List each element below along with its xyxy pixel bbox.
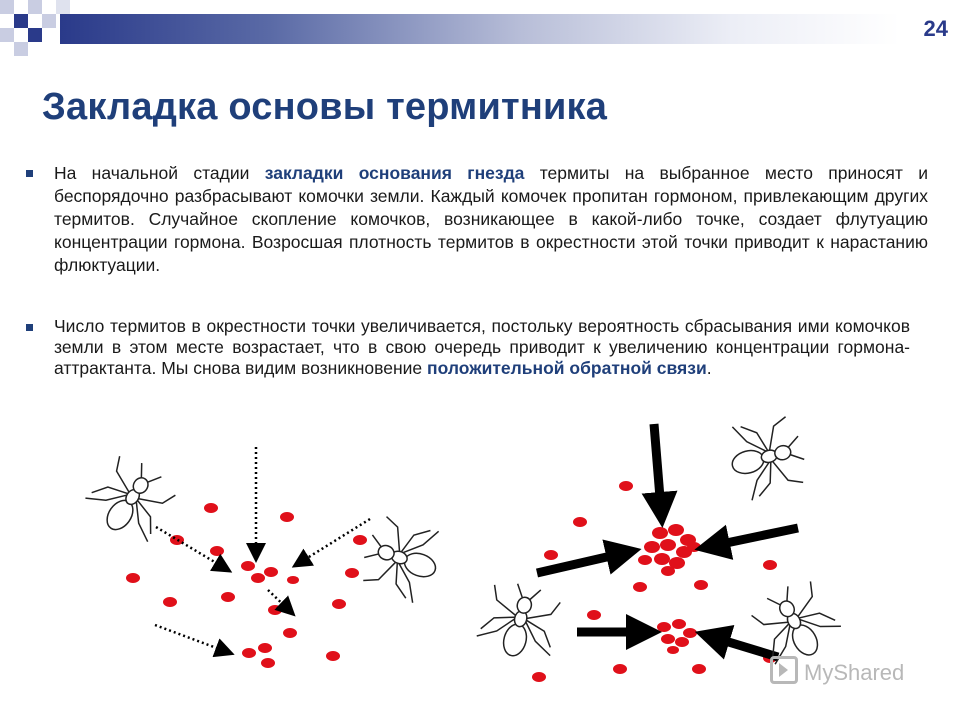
termite-icon <box>355 510 448 606</box>
soil-pellet <box>692 664 706 674</box>
soil-pellet <box>251 573 265 583</box>
soil-pellet <box>687 542 701 552</box>
clustered-soil-pellets <box>532 481 777 682</box>
termite-icon <box>474 577 566 665</box>
bullet-2-highlight: положительной обратной связи <box>427 358 707 378</box>
dotted-arrow <box>155 625 230 653</box>
soil-pellet <box>163 597 177 607</box>
soil-pellet <box>652 527 668 539</box>
soil-pellet <box>345 568 359 578</box>
soil-pellet <box>280 512 294 522</box>
soil-pellet <box>204 503 218 513</box>
soil-pellet <box>210 546 224 556</box>
bullet-1-text-start: На начальной стадии <box>54 163 265 183</box>
soil-pellet <box>675 637 689 647</box>
bold-arrow <box>654 424 661 510</box>
soil-pellet <box>126 573 140 583</box>
soil-pellet <box>667 646 679 654</box>
watermark <box>770 656 904 686</box>
soil-pellet <box>661 566 675 576</box>
soil-pellet <box>660 539 676 551</box>
soil-pellet <box>283 628 297 638</box>
soil-pellet <box>544 550 558 560</box>
soil-pellet <box>657 622 671 632</box>
soil-pellet <box>763 560 777 570</box>
soil-pellet <box>638 555 652 565</box>
soil-pellet <box>672 619 686 629</box>
scattered-soil-pellets <box>126 503 367 668</box>
soil-pellet <box>242 648 256 658</box>
bold-arrow <box>712 637 778 657</box>
bullet-2-text-start: Число термитов в окрестности точки увеличивается, постольку вероятность сбрасывания ими комочков земли в этом месте возрастает, что в свою очередь приводит к увеличению концентрации гормона-аттрактанта. Мы снова видим возникновение <box>54 316 910 378</box>
bullet-2-text-end: . <box>706 358 712 378</box>
soil-pellet <box>332 599 346 609</box>
bullet-1-text-end: термиты на выбранное место приносят и беспорядочно разбрасывают комочки земли. Каждый комочек пропитан гормоном, привлекающим других термитов. Случайное скопление комочков, возникающее в какой-либо точке, создает флутуацию концентрации гормона. Возросшая плотность термитов в окрестности этой точки приводит к нарастанию флюктуации. <box>54 163 929 275</box>
termite-icon <box>723 411 811 503</box>
soil-pellet <box>532 672 546 682</box>
soil-pellet <box>644 541 660 553</box>
dotted-attraction-arrows <box>155 447 370 653</box>
soil-pellet <box>268 605 282 615</box>
soil-pellet <box>633 582 647 592</box>
slide-title: Закладка основы термитника <box>42 86 608 128</box>
soil-pellet <box>661 634 675 644</box>
bold-arrow <box>712 528 798 546</box>
soil-pellet <box>683 628 697 638</box>
soil-pellet <box>261 658 275 668</box>
slide-number: 24 <box>923 16 948 41</box>
soil-pellet <box>668 524 684 536</box>
termite-icon <box>80 448 183 550</box>
pellet-cluster-lower <box>657 619 697 654</box>
play-logo-icon <box>770 656 798 684</box>
pellet-cluster-upper <box>638 524 701 576</box>
soil-pellet <box>326 651 340 661</box>
soil-pellet <box>241 561 255 571</box>
bullet-1-highlight: закладки основания гнезда <box>264 163 525 183</box>
soil-pellet <box>587 610 601 620</box>
soil-pellet <box>353 535 367 545</box>
soil-pellet <box>573 517 587 527</box>
soil-pellet <box>264 567 278 577</box>
soil-pellet <box>221 592 235 602</box>
soil-pellet <box>654 553 670 565</box>
watermark-text: MyShared <box>804 660 905 685</box>
soil-pellet <box>258 643 272 653</box>
soil-pellet <box>287 576 299 584</box>
soil-pellet <box>694 580 708 590</box>
soil-pellet <box>613 664 627 674</box>
soil-pellet <box>619 481 633 491</box>
